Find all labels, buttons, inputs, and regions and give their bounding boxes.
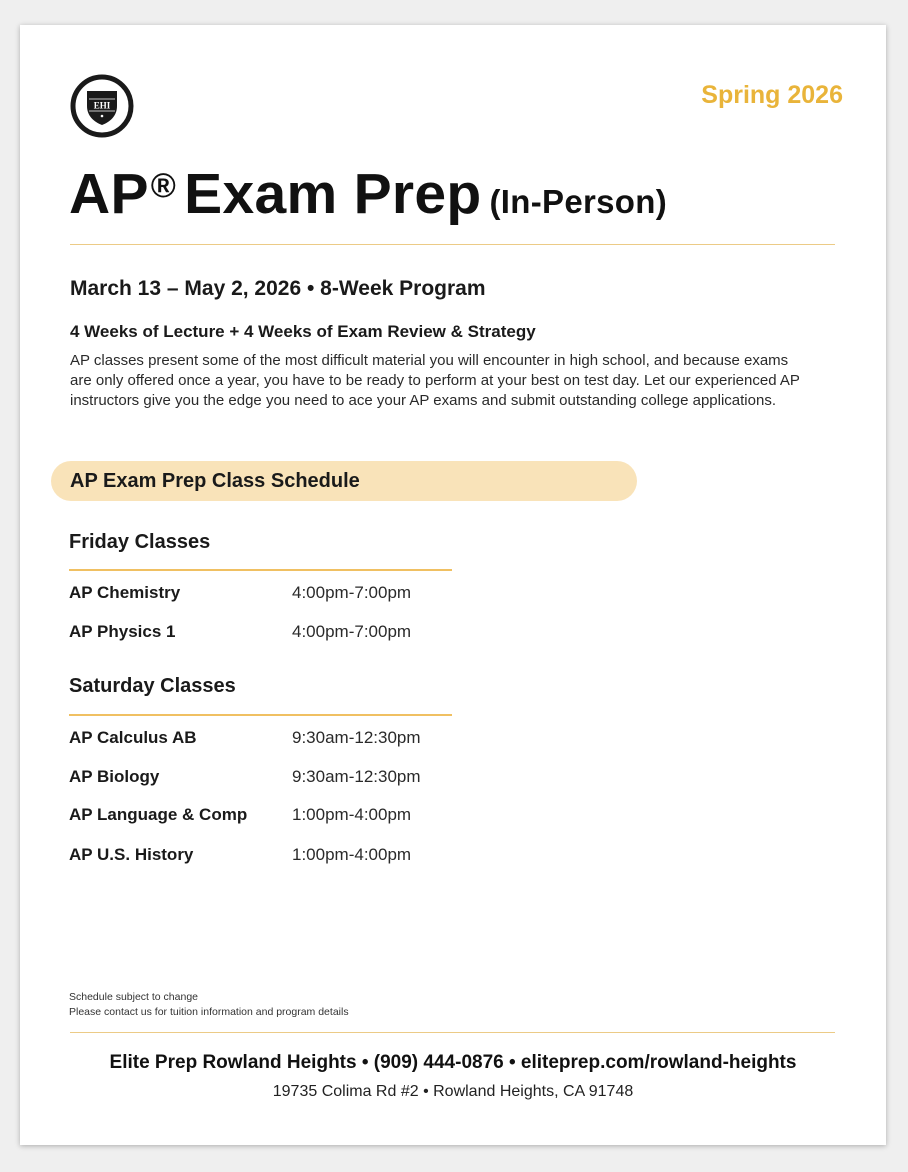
class-name: AP U.S. History	[69, 845, 194, 864]
title-ap: AP	[69, 162, 149, 226]
class-name: AP Language & Comp	[69, 805, 248, 824]
class-name: AP Chemistry	[69, 583, 181, 602]
schedule-notes	[69, 990, 349, 1020]
footer-address: 19735 Colima Rd #2 • Rowland Heights, CA 91748	[272, 1083, 634, 1100]
class-time: 9:30am-12:30pm	[292, 767, 421, 786]
class-time: 4:00pm-7:00pm	[292, 622, 412, 641]
crest-icon	[70, 74, 134, 138]
notes-line-1: Schedule subject to change	[69, 991, 199, 1003]
class-name: AP Calculus AB	[69, 728, 197, 747]
program-dates: March 13 – May 2, 2026 • 8-Week Program	[70, 277, 486, 300]
class-row	[69, 805, 489, 827]
class-row	[69, 583, 489, 605]
logo-text: EHI	[93, 100, 111, 111]
friday-divider	[69, 569, 452, 571]
saturday-title: Saturday Classes	[69, 675, 236, 697]
saturday-divider	[69, 714, 452, 716]
class-time: 1:00pm-4:00pm	[292, 805, 412, 824]
registered-mark: ®	[150, 167, 177, 205]
class-row	[69, 845, 489, 867]
title-format: (In-Person)	[489, 183, 667, 220]
flyer-page	[20, 25, 886, 1145]
page-title	[69, 161, 667, 227]
class-time: 4:00pm-7:00pm	[292, 583, 412, 602]
class-row	[69, 622, 489, 644]
class-time: 9:30am-12:30pm	[292, 728, 421, 747]
schedule-banner	[51, 461, 637, 501]
class-time: 1:00pm-4:00pm	[292, 845, 412, 864]
footer-divider	[70, 1032, 835, 1033]
class-name: AP Biology	[69, 767, 160, 786]
class-name: AP Physics 1	[69, 622, 176, 641]
schedule-banner-label: AP Exam Prep Class Schedule	[70, 470, 360, 492]
title-exam-prep: Exam Prep	[184, 162, 482, 226]
header-divider	[70, 244, 835, 245]
program-subhead: 4 Weeks of Lecture + 4 Weeks of Exam Review & Strategy	[70, 322, 536, 341]
class-row	[69, 728, 489, 750]
class-row	[69, 767, 489, 789]
program-intro: AP classes present some of the most difficult material you will encounter in high school, and because exams are only offered once a year, you have to be ready to perform at your best on test day. Let our experienced AP instructors give you the edge you need to ace your AP exams and submit outstanding college applications.	[70, 352, 800, 409]
footer-contact: Elite Prep Rowland Heights • (909) 444-0876 • eliteprep.com/rowland-heights	[109, 1052, 797, 1073]
season-label: Spring 2026	[701, 81, 843, 109]
friday-title: Friday Classes	[69, 531, 211, 553]
notes-line-2: Please contact us for tuition information and program details	[69, 1006, 349, 1018]
